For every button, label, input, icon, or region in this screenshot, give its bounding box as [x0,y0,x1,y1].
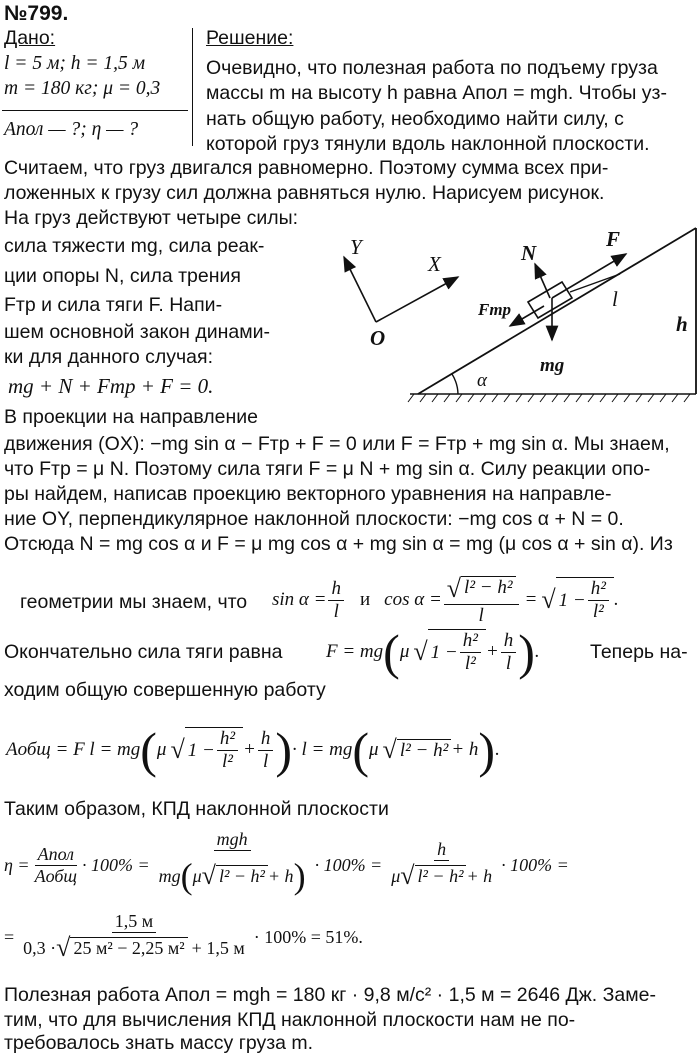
eta: η = [4,854,30,875]
forces-line: Fтр и сила тяги F. Напи- [4,294,223,316]
a-total: Aобщ = F l = mg [6,739,141,760]
mu: μ [399,641,410,662]
solution-line: Очевидно, что полезная работа по подъему груза [206,57,658,79]
plus: + [243,739,256,760]
forces-line: ции опоры N, сила трения [4,265,241,287]
frac-num: Aпол [35,844,77,866]
one-minus: 1 − [558,589,586,611]
mu: μ [192,865,202,886]
given-label: Дано: [4,27,56,49]
frac-den: l² [592,601,604,622]
closing-line: тим, что для вычисления КПД наклонной плоскости нам не по- [4,1009,576,1031]
para2-line: Отсюда N = mg cos α и F = μ mg cos α + mg sin α = mg (μ cos α + sin α). Из [4,533,673,555]
axis-y-label: Y [350,235,362,259]
den-tail: + 1,5 м [191,937,245,958]
solution-line: На груз действуют четыре силы: [4,207,299,229]
frac-den: l [333,600,339,622]
solution-line: которой груз тянули вдоль наклонной плоскости. [206,133,650,155]
mu: μ [391,865,401,886]
frac-num: h [501,630,517,653]
sin-cos-formula: sin α = $\frac{h}{l}$ и cos α = $\frac{\text{√ l² − h²}}{l}$ = √ 1 − $\frac{\text{h²}}{\text{l²}}$ . [272,573,619,626]
frac-den: l [478,604,484,626]
frac-num: h² [217,728,238,751]
geometry-text: геометрии мы знаем, что [20,591,248,613]
given-line-1: l = 5 м; h = 1,5 м [4,53,146,74]
frac-num: h [258,728,274,751]
frac-num: h² [588,578,609,601]
friction-label: Fтр [478,300,512,319]
origin-label: O [370,326,386,350]
cos-lhs: cos α = [384,589,442,610]
para2-line: ние OY, перпендикулярное наклонной плоскости: −mg cos α + N = 0. [4,508,624,530]
work-text: ходим общую совершенную работу [4,679,326,701]
equals: = [524,589,538,610]
sqrt-expr: l² − h² [415,865,467,887]
den-num: 0,3 · [23,937,57,958]
plus-h: + h [466,865,493,886]
mu: μ [156,739,167,760]
closing-line: Полезная работа Aпол = mgh = 180 кг · 9,8 м/с² · 1,5 м = 2646 Дж. Заме- [4,984,657,1006]
one-minus: 1 − [187,739,215,761]
given-line-3: Aпол — ?; η — ? [4,119,139,140]
frac-num: h² [460,630,481,653]
projection-intro: В проекции на направление [4,406,258,428]
one-minus: 1 − [430,641,458,663]
dot-l: · l = mg [292,739,353,760]
forces-line: шем основной закон динами- [4,321,271,343]
pct: · 100% = [314,854,383,875]
problem-number: №799. [4,2,69,25]
sin-lhs: sin α = [272,589,327,610]
force-f-label: F [606,227,621,251]
pct: · 100% = [81,854,150,875]
efficiency-formula: η = $\frac{\text{Aпол}}{\text{Aобщ}}$ · 100% = mgh mg ( μ √ l² − h² + h ) · 100% = h μ √ l² − h² + h · 100% = [4,829,569,896]
result: · 100% = 51%. [253,926,363,947]
given-divider [2,110,188,111]
frac-num: 1,5 м [112,911,156,933]
solution-line: ложенных к грузу сил должна равняться нулю. Нарисуем рисунок. [4,182,605,204]
forces-line: сила тяжести mg, сила реак- [4,235,265,257]
force-formula: F = mg ( μ √ 1 − $\frac{\text{h²}}{\text{l²}}$ + $\frac{h}{l}$ ) . [326,624,540,680]
den-rad: 25 м² − 2,25 м² [70,937,187,959]
plus-h: + h [451,739,479,760]
sqrt-expr: l² − h² [216,865,268,887]
para2-line: движения (OX): −mg sin α − Fтр + F = 0 или F = Fтр + mg sin α. Мы знаем, [4,433,670,455]
and-word: и [359,589,371,610]
frac-den: l [262,750,269,772]
given-line-2: m = 180 кг; μ = 0,3 [4,78,161,99]
f-eq: F = mg [326,641,384,662]
final-force-text: Окончательно сила тяги равна [4,641,283,663]
sqrt-expr: l² − h² [397,739,452,762]
length-label: l [612,287,618,311]
mu: μ [369,739,379,760]
given-separator [192,28,193,146]
plus-h: + h [267,865,294,886]
mg: mg [158,865,181,886]
frac-num: h [434,839,449,861]
gravity-label: mg [540,355,565,376]
para2-line: что Fтр = μ N. Поэтому сила тяги F = μ N + mg sin α. Силу реакции опо- [4,458,651,480]
now-text: Теперь на- [590,641,688,663]
frac-den: l [505,652,512,674]
solution-line: массы m на высоту h равна Aпол = mgh. Чтобы уз- [206,82,667,104]
solution-label: Решение: [206,27,294,49]
inclined-plane-figure [330,222,698,412]
para2-line: ры найдем, написав проекцию векторного уравнения на направле- [4,483,612,505]
vector-equation: mg + N + Fтр + F = 0. [8,374,214,398]
force-n-label: N [521,241,537,265]
equals: = [4,926,15,947]
frac-num: h [328,578,344,601]
solution-line: нать общую работу, необходимо найти силу, с [206,108,624,130]
forces-line: ки для данного случая: [4,346,213,368]
plus: + [485,641,499,662]
pct: · 100% = [501,854,569,875]
frac-num: mgh [214,829,251,851]
height-label: h [676,312,688,336]
angle-label: α [477,370,487,391]
solution-line: Считаем, что груз двигался равномерно. Поэтому сумма всех при- [4,157,609,179]
axis-x-label: X [428,252,441,276]
frac-den: l² [221,751,233,772]
sqrt-expr: l² − h² [461,576,516,598]
closing-line: требовалось знать массу груза m. [4,1032,314,1054]
efficiency-text: Таким образом, КПД наклонной плоскости [4,798,389,820]
frac-den: Aобщ [34,865,77,886]
frac-den: l² [464,653,476,674]
numeric-formula: = 1,5 м 0,3 · √ 25 м² − 2,25 м² + 1,5 м · 100% = 51%. [4,911,363,962]
total-work-formula: Aобщ = F l = mg ( μ √ 1 − $\frac{\text{h²}}{\text{l²}}$ + $\frac{h}{l}$ ) · l = mg ( μ √ l² − h² + h ) . [6,722,500,778]
